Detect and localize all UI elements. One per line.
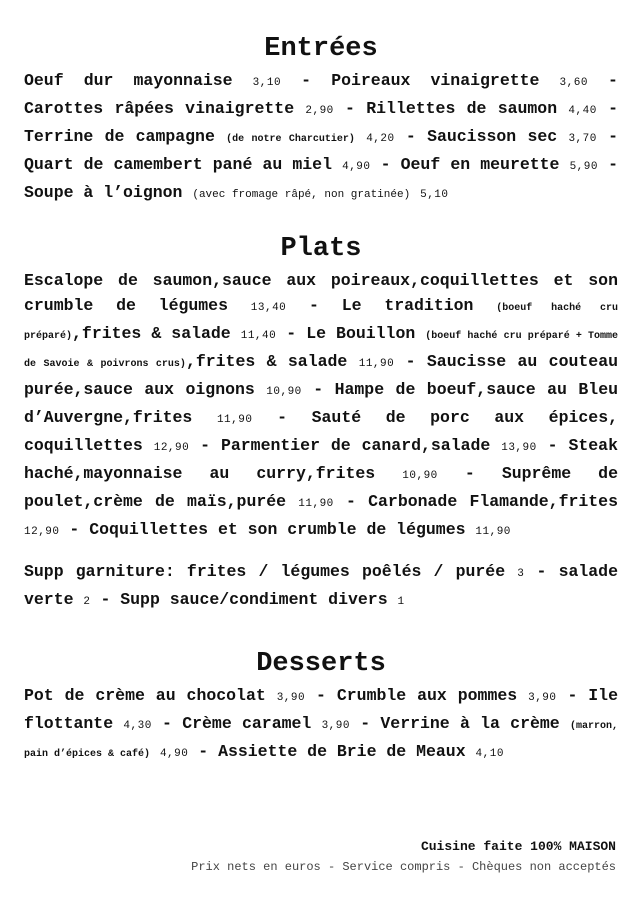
menu-item-name: Escalope de saumon,sauce aux poireaux,coquillettes et son crumble de légumes bbox=[24, 271, 618, 315]
separator: - bbox=[536, 436, 569, 455]
separator: - bbox=[437, 464, 502, 483]
menu-item-name: Verrine à la crème bbox=[380, 714, 560, 733]
menu-item-name: Hampe de boeuf,sauce au Bleu d’Auvergne,frites bbox=[24, 380, 618, 427]
menu-item-price: 11,90 bbox=[298, 498, 334, 510]
supp-salade-label: salade verte bbox=[24, 562, 618, 609]
separator: - bbox=[100, 590, 121, 609]
menu-item-note: (boeuf haché cru préparé) bbox=[24, 303, 618, 342]
menu-item-price: 13,90 bbox=[501, 442, 537, 454]
separator: - bbox=[370, 155, 401, 174]
desserts-title: Desserts bbox=[256, 649, 386, 679]
menu-item-note: (boeuf haché cru préparé + Tomme de Savoie & poivrons crus) bbox=[24, 331, 618, 370]
menu-page bbox=[24, 30, 618, 767]
menu-item-name: Oeuf dur mayonnaise bbox=[24, 71, 233, 90]
menu-item-name: Le Bouillon bbox=[306, 324, 416, 343]
separator: - bbox=[276, 324, 307, 343]
menu-item-name: Carbonade Flamande,frites bbox=[368, 492, 618, 511]
footer-conditions: Prix nets en euros - Service compris - Chèques non acceptés bbox=[191, 860, 616, 874]
menu-item-name: Quart de camembert pané au miel bbox=[24, 155, 332, 174]
menu-item-name: Le tradition bbox=[341, 296, 474, 315]
separator: - bbox=[556, 686, 589, 705]
menu-item-name: Crème caramel bbox=[182, 714, 312, 733]
separator: - bbox=[333, 99, 367, 118]
separator: - bbox=[252, 408, 312, 427]
menu-item-name: Steak haché,mayonnaise au curry,frites bbox=[24, 436, 618, 483]
menu-item-name: Crumble aux pommes bbox=[336, 686, 518, 705]
separator: - bbox=[597, 155, 618, 174]
supp-sauce-label: Supp sauce/condiment divers bbox=[120, 590, 388, 609]
menu-item-name: Assiette de Brie de Meaux bbox=[218, 742, 466, 761]
menu-item-price: 3,60 bbox=[559, 77, 588, 89]
separator: - bbox=[281, 71, 332, 90]
menu-item-name: Sauté de porc aux épices, coquillettes bbox=[24, 408, 618, 455]
menu-item-price: 12,90 bbox=[153, 442, 190, 454]
separator: - bbox=[333, 492, 369, 511]
menu-item-price: 2,90 bbox=[305, 105, 334, 117]
separator: - bbox=[151, 714, 183, 733]
separator: - bbox=[596, 99, 618, 118]
supp-garniture-price: 3 bbox=[517, 568, 525, 580]
menu-item-name: Carottes râpées vinaigrette bbox=[24, 99, 295, 118]
menu-item-price: 3,90 bbox=[528, 692, 557, 704]
menu-item-name: Terrine de campagne bbox=[24, 127, 215, 146]
menu-item-price: 11,90 bbox=[216, 414, 253, 426]
footer-maison: Cuisine faite 100% MAISON bbox=[420, 839, 616, 854]
menu-item-price: 4,10 bbox=[475, 748, 504, 760]
menu-item-price: 11,90 bbox=[358, 358, 395, 370]
menu-item-name: Coquillettes et son crumble de légumes bbox=[89, 520, 466, 539]
menu-item-price: 10,90 bbox=[402, 470, 438, 482]
entrees-list bbox=[24, 68, 618, 208]
separator: - bbox=[349, 714, 381, 733]
separator: - bbox=[301, 380, 335, 399]
menu-item-price: 13,40 bbox=[250, 302, 287, 314]
menu-item-price: 3,70 bbox=[568, 133, 597, 145]
separator: - bbox=[596, 127, 619, 146]
menu-item-price: 3,10 bbox=[252, 77, 282, 89]
separator: - bbox=[286, 296, 342, 315]
menu-item-name: Pot de crème au chocolat bbox=[24, 686, 266, 705]
menu-item-note: (marron, pain d’épices & café) bbox=[24, 721, 618, 760]
menu-item-name: Saucisson sec bbox=[427, 127, 558, 146]
menu-item-price: 11,40 bbox=[240, 330, 277, 342]
supp-garniture-label: Supp garniture: frites / légumes poêlés / purée bbox=[24, 562, 506, 581]
menu-item-note: (de notre Charcutier) bbox=[226, 134, 355, 145]
supp-salade-price: 2 bbox=[83, 596, 91, 608]
menu-item-name: Poireaux vinaigrette bbox=[331, 71, 540, 90]
menu-item-price: 5,10 bbox=[420, 189, 449, 201]
menu-item-price: 4,30 bbox=[123, 720, 152, 732]
menu-item-name: Ile flottante bbox=[24, 686, 618, 733]
menu-item-price: 4,40 bbox=[568, 105, 597, 117]
menu-item-suffix: ,frites & salade bbox=[72, 324, 231, 343]
menu-item-price: 4,90 bbox=[159, 748, 189, 760]
menu-item-name: Suprême de poulet,crème de maïs,purée bbox=[24, 464, 618, 511]
separator: - bbox=[394, 127, 428, 146]
menu-item-price: 12,90 bbox=[24, 526, 60, 538]
separator: - bbox=[189, 436, 221, 455]
menu-item-price: 3,90 bbox=[321, 720, 350, 732]
separator: - bbox=[305, 686, 337, 705]
separator: - bbox=[536, 562, 559, 581]
menu-item-name: Oeuf en meurette bbox=[400, 155, 560, 174]
menu-item-price: 4,90 bbox=[342, 161, 371, 173]
menu-item-suffix: ,frites & salade bbox=[185, 352, 348, 371]
plats-list bbox=[24, 268, 618, 545]
menu-item-price: 3,90 bbox=[276, 692, 306, 704]
plats-title: Plats bbox=[280, 234, 362, 264]
menu-item-name: Soupe à l’oignon bbox=[24, 183, 183, 202]
separator: - bbox=[394, 352, 427, 371]
menu-item-price: 11,90 bbox=[475, 526, 511, 538]
menu-item-name: Rillettes de saumon bbox=[366, 99, 558, 118]
separator: - bbox=[59, 520, 90, 539]
menu-item-name: Saucisse au couteau purée,sauce aux oignons bbox=[24, 352, 618, 399]
entrees-title: Entrées bbox=[264, 34, 378, 64]
menu-item-price: 10,90 bbox=[266, 386, 302, 398]
desserts-list bbox=[24, 683, 618, 767]
menu-item-price: 4,20 bbox=[366, 133, 395, 145]
separator: - bbox=[188, 742, 219, 761]
supplements bbox=[24, 559, 618, 615]
supp-sauce-price: 1 bbox=[397, 596, 405, 608]
menu-item-price: 5,90 bbox=[569, 161, 598, 173]
menu-item-note: (avec fromage râpé, non gratinée) bbox=[192, 189, 411, 201]
footer bbox=[191, 836, 616, 876]
menu-item-name: Parmentier de canard,salade bbox=[220, 436, 491, 455]
separator: - bbox=[587, 71, 618, 90]
